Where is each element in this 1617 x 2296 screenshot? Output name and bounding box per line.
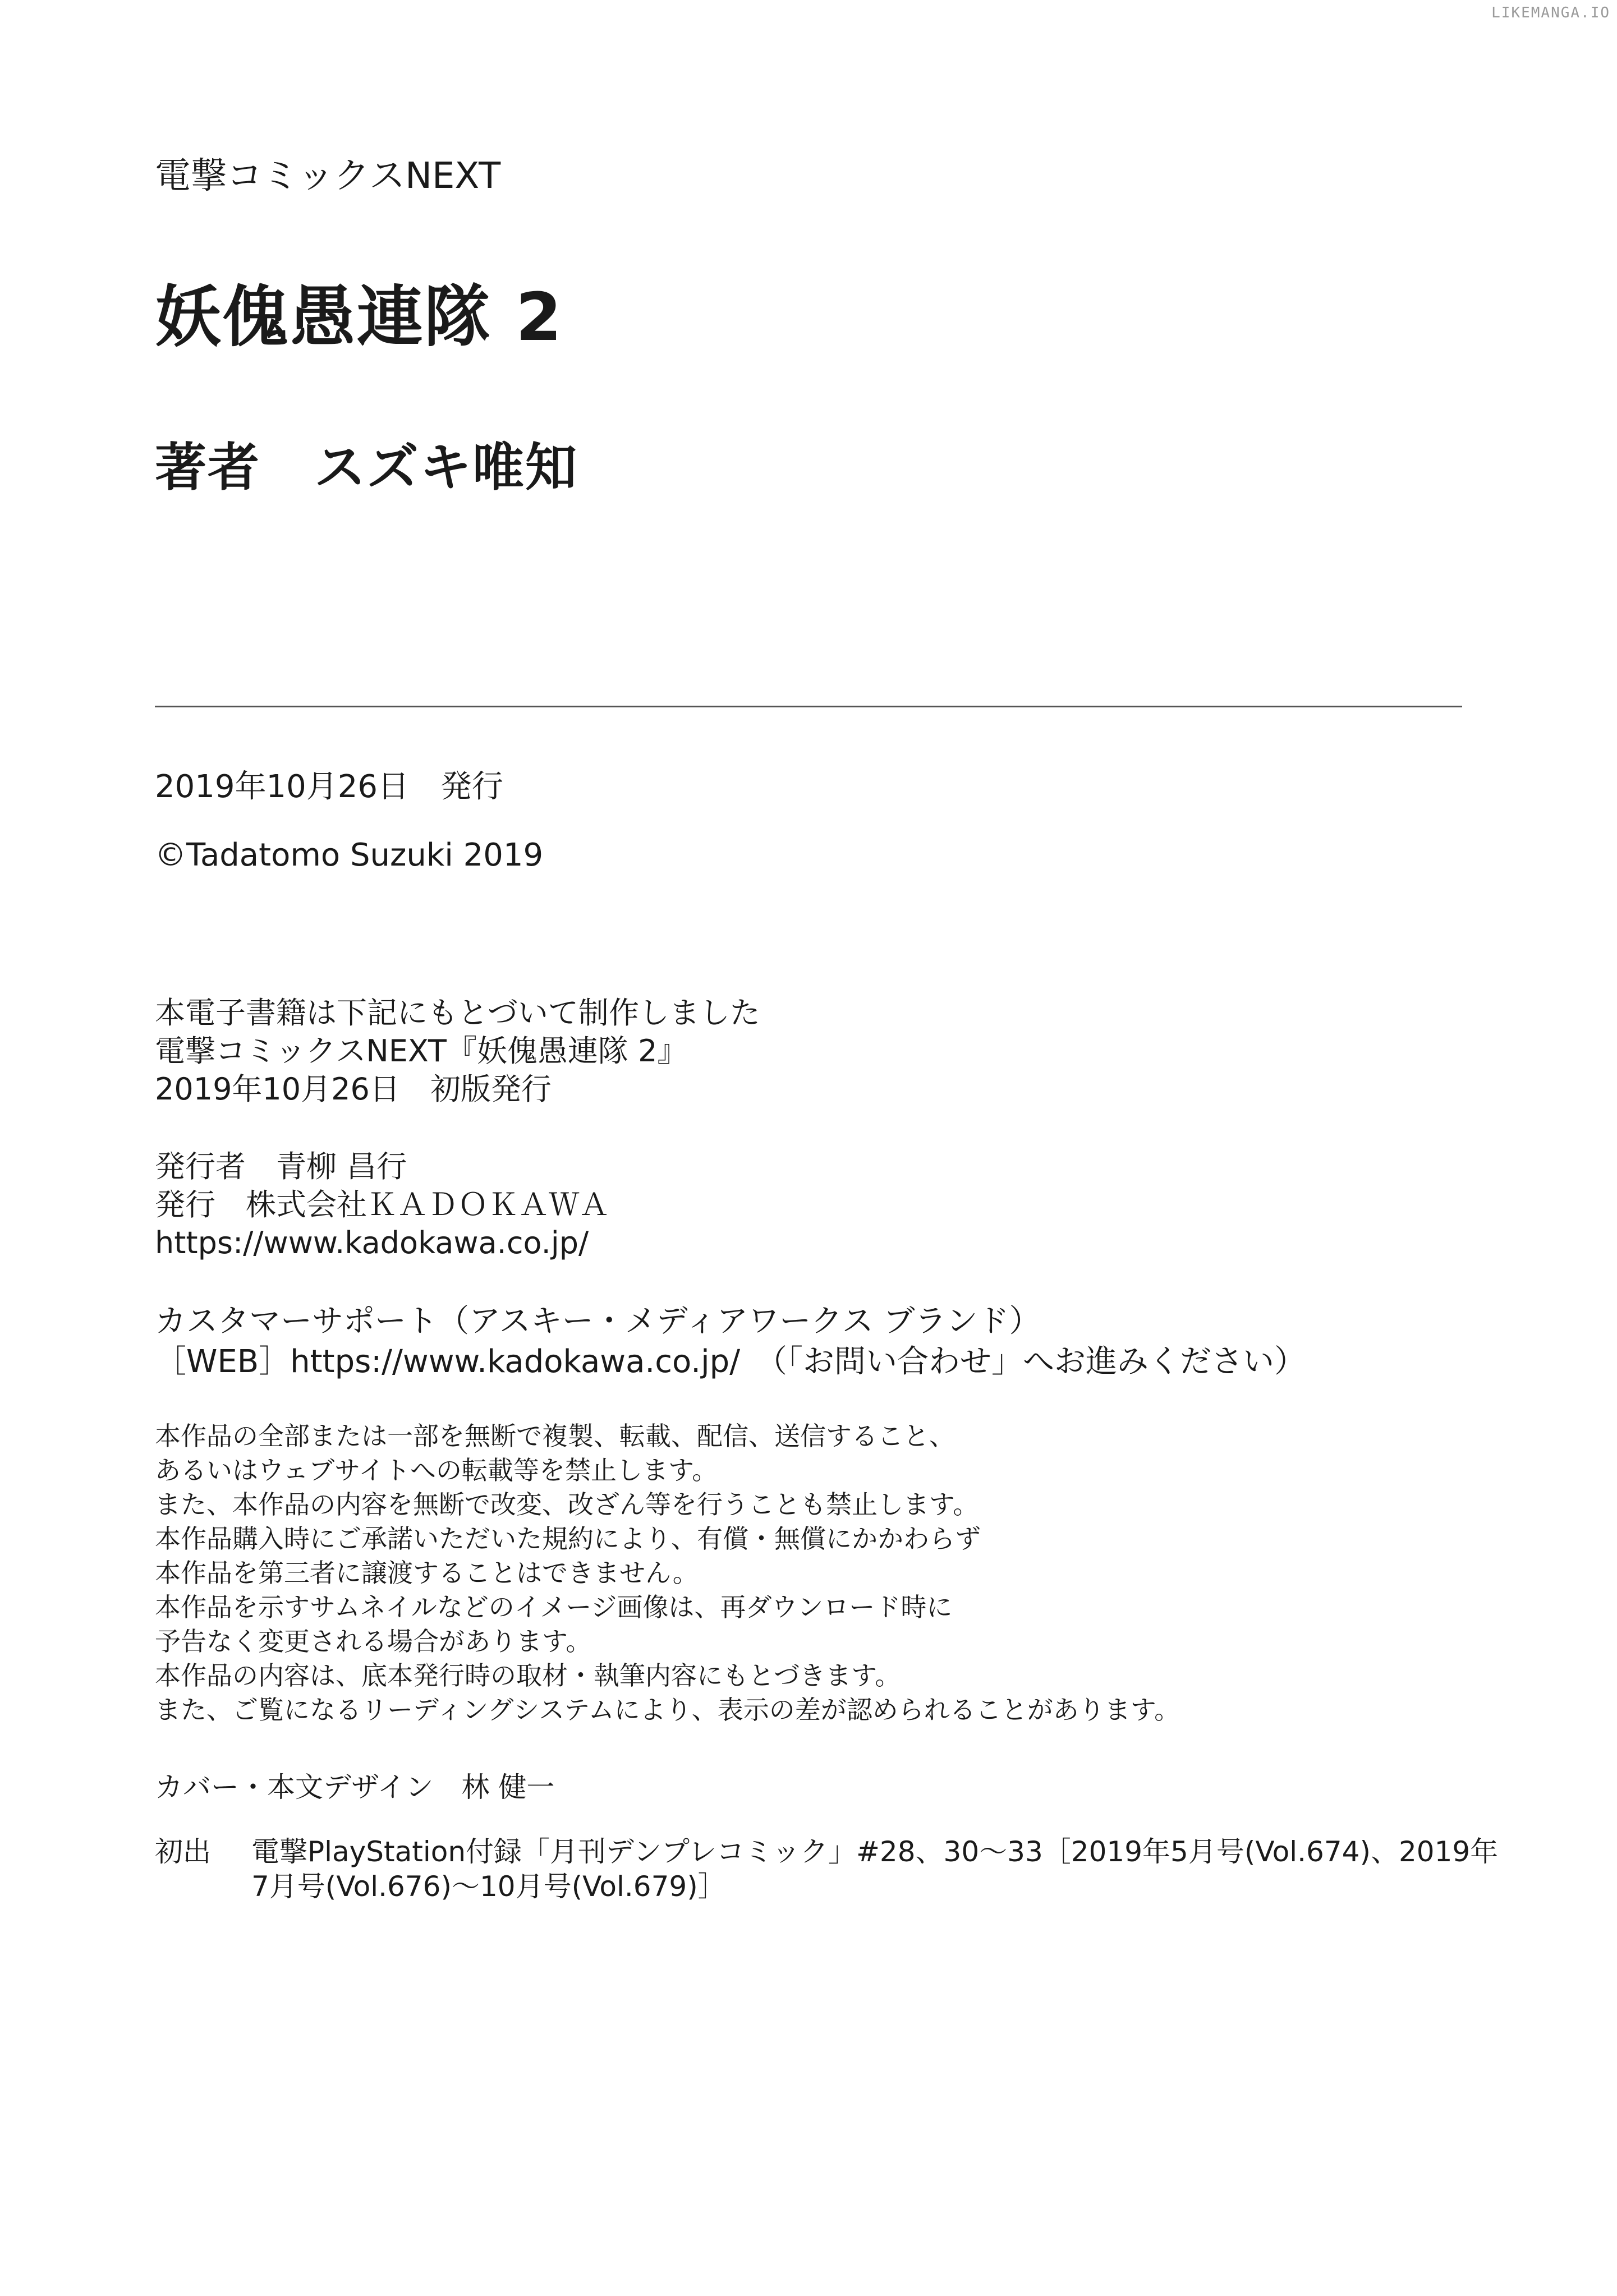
- book-title: 妖傀愚連隊 2: [155, 278, 563, 356]
- first-appearance-label: 初出: [155, 1835, 211, 1868]
- notice-line: 本作品を第三者に譲渡することはできません。: [155, 1558, 699, 1588]
- source-edition-line: 電撃コミックスNEXT『妖傀愚連隊 2』: [155, 1033, 688, 1069]
- first-appearance-row: [155, 1869, 1498, 1904]
- notice-line: また、ご覧になるリーディングシステムにより、表示の差が認められることがあります。: [155, 1695, 1180, 1725]
- notice-line: 本作品の全部または一部を無断で複製、転載、配信、送信すること、: [155, 1421, 955, 1451]
- author-line: [155, 426, 578, 500]
- author-label: 著者: [155, 438, 261, 498]
- author-name: スズキ唯知: [314, 438, 578, 498]
- issuer-line: 発行者 青柳 昌行: [155, 1149, 407, 1184]
- customer-support-block: [155, 1301, 1306, 1382]
- imprint-name: 電撃コミックスNEXT: [155, 155, 501, 197]
- publisher-line: 発行 株式会社ＫＡＤＯＫＡＷＡ: [155, 1187, 609, 1222]
- notice-line: 本作品を示すサムネイルなどのイメージ画像は、再ダウンロード時に: [155, 1592, 953, 1622]
- first-appearance-line: 電撃PlayStation付録「月刊デンプレコミック」#28、30〜33［2019年5月号(Vol.674)、2019年: [251, 1835, 1499, 1868]
- publisher-url: https://www.kadokawa.co.jp/: [155, 1225, 589, 1260]
- publisher-block: [155, 1148, 609, 1262]
- notice-line: 本作品購入時にご承諾いただいた規約により、有償・無償にかかわらず: [155, 1524, 981, 1554]
- notice-line: また、本作品の内容を無断で改変、改ざん等を行うことも禁止します。: [155, 1489, 979, 1520]
- source-edition-line: 本電子書籍は下記にもとづいて制作しました: [155, 995, 760, 1030]
- notice-line: 本作品の内容は、底本発行時の取材・執筆内容にもとづきます。: [155, 1660, 901, 1691]
- first-appearance-indent: [155, 1869, 251, 1904]
- first-appearance-line: 7月号(Vol.676)〜10月号(Vol.679)］: [251, 1870, 726, 1903]
- source-edition-block: [155, 994, 760, 1108]
- design-credit: カバー・本文デザイン 林 健一: [155, 1771, 555, 1803]
- divider-line: [155, 706, 1462, 707]
- support-heading: カスタマーサポート（アスキー・メディアワークス ブランド）: [155, 1303, 1041, 1340]
- notice-line: 予告なく変更される場合があります。: [155, 1626, 592, 1657]
- source-edition-line: 2019年10月26日 初版発行: [155, 1071, 552, 1107]
- legal-notices: [155, 1419, 1180, 1727]
- first-appearance-block: [155, 1834, 1498, 1904]
- support-web-line: ［WEB］https://www.kadokawa.co.jp/ （「お問い合わせ」へお進みください）: [155, 1343, 1306, 1380]
- watermark: LIKEMANGA.IO: [1491, 4, 1610, 21]
- copyright-notice: ©Tadatomo Suzuki 2019: [155, 837, 544, 873]
- issue-date: 2019年10月26日 発行: [155, 769, 504, 805]
- notice-line: あるいはウェブサイトへの転載等を禁止します。: [155, 1455, 718, 1485]
- first-appearance-row: [155, 1834, 1498, 1869]
